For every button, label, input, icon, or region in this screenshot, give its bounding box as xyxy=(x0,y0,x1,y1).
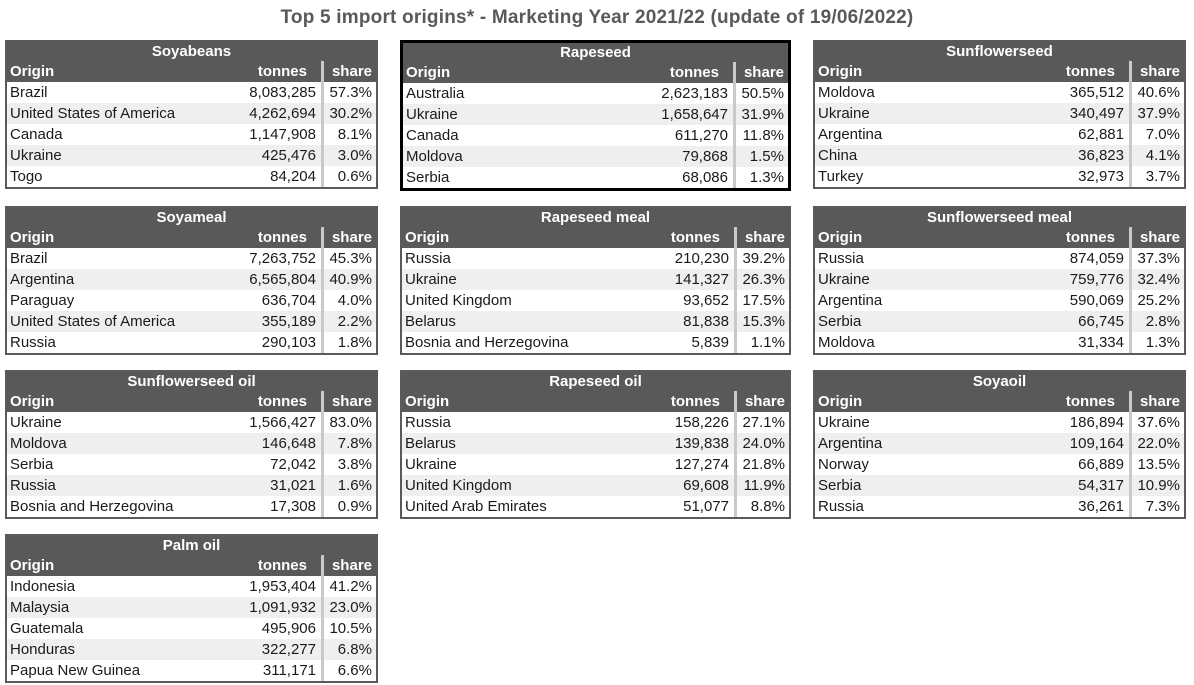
origin-cell: Russia xyxy=(10,334,56,351)
share-cell: 39.2% xyxy=(742,250,785,267)
table-row xyxy=(7,433,376,454)
column-header-share: share xyxy=(1139,229,1180,246)
table-row xyxy=(403,104,788,125)
tonnes-cell: 51,077 xyxy=(683,498,729,515)
origin-cell: Russia xyxy=(405,250,451,267)
table-row xyxy=(815,496,1184,517)
table-row xyxy=(402,332,789,353)
origin-cell: Papua New Guinea xyxy=(10,662,141,679)
table-row xyxy=(402,454,789,475)
share-cell: 1.8% xyxy=(337,334,372,351)
table-title: Rapeseed meal xyxy=(402,208,789,227)
origin-cell: Togo xyxy=(10,168,43,185)
table-row xyxy=(402,475,789,496)
table-title: Palm oil xyxy=(7,536,376,555)
origin-cell: Canada xyxy=(406,127,459,144)
column-header-origin: Origin xyxy=(10,557,55,574)
share-cell: 0.6% xyxy=(337,168,372,185)
origin-cell: Russia xyxy=(818,250,864,267)
table-row xyxy=(815,248,1184,269)
table-title: Rapeseed oil xyxy=(402,372,789,391)
table-row xyxy=(403,125,788,146)
share-cell: 40.9% xyxy=(329,271,372,288)
share-cell: 57.3% xyxy=(329,84,372,101)
table-row xyxy=(7,145,376,166)
table-row xyxy=(7,82,376,103)
tonnes-cell: 210,230 xyxy=(674,250,729,267)
origin-cell: Belarus xyxy=(405,313,456,330)
share-cell: 1.5% xyxy=(749,148,784,165)
table-title: Soyabeans xyxy=(7,42,376,61)
table-sunflowerseed xyxy=(813,40,1186,189)
tonnes-cell: 1,091,932 xyxy=(249,599,316,616)
column-header-share: share xyxy=(331,229,372,246)
tonnes-cell: 1,566,427 xyxy=(249,414,316,431)
table-row xyxy=(815,269,1184,290)
share-cell: 1.3% xyxy=(749,169,784,186)
share-cell: 1.1% xyxy=(750,334,785,351)
table-row xyxy=(815,290,1184,311)
column-header-tonnes: tonnes xyxy=(1065,393,1115,410)
table-header-row xyxy=(402,227,789,248)
table-header-row xyxy=(402,391,789,412)
table-header-row xyxy=(815,227,1184,248)
tonnes-cell: 4,262,694 xyxy=(249,105,316,122)
share-cell: 37.3% xyxy=(1137,250,1180,267)
tonnes-cell: 1,658,647 xyxy=(661,106,728,123)
table-row xyxy=(815,124,1184,145)
origin-cell: Serbia xyxy=(818,313,862,330)
column-header-tonnes: tonnes xyxy=(257,557,307,574)
origin-cell: Canada xyxy=(10,126,63,143)
tonnes-cell: 69,608 xyxy=(683,477,729,494)
origin-cell: Ukraine xyxy=(406,106,458,123)
share-cell: 4.0% xyxy=(337,292,372,309)
origin-cell: Honduras xyxy=(10,641,76,658)
table-row xyxy=(7,248,376,269)
tonnes-cell: 311,171 xyxy=(262,662,316,679)
share-cell: 25.2% xyxy=(1137,292,1180,309)
share-cell: 22.0% xyxy=(1137,435,1180,452)
tonnes-cell: 31,334 xyxy=(1078,334,1124,351)
origin-cell: Moldova xyxy=(406,148,463,165)
origin-cell: Ukraine xyxy=(405,456,457,473)
table-row xyxy=(7,269,376,290)
tonnes-cell: 141,327 xyxy=(674,271,729,288)
origin-cell: Turkey xyxy=(818,168,864,185)
origin-cell: Indonesia xyxy=(10,578,76,595)
share-cell: 8.1% xyxy=(337,126,372,143)
tonnes-cell: 66,745 xyxy=(1078,313,1124,330)
column-header-tonnes: tonnes xyxy=(257,393,307,410)
share-cell: 37.9% xyxy=(1137,105,1180,122)
tonnes-cell: 7,263,752 xyxy=(249,250,316,267)
table-row xyxy=(815,145,1184,166)
origin-cell: United Kingdom xyxy=(405,292,512,309)
column-header-origin: Origin xyxy=(818,63,863,80)
tonnes-cell: 84,204 xyxy=(270,168,316,185)
column-header-share: share xyxy=(744,393,785,410)
tonnes-cell: 8,083,285 xyxy=(249,84,316,101)
origin-cell: Brazil xyxy=(10,250,48,267)
column-header-tonnes: tonnes xyxy=(1065,229,1115,246)
origin-cell: China xyxy=(818,147,858,164)
table-row xyxy=(7,103,376,124)
share-cell: 11.9% xyxy=(743,477,785,494)
table-row xyxy=(7,496,376,517)
origin-cell: Brazil xyxy=(10,84,48,101)
table-title: Soyaoil xyxy=(815,372,1184,391)
origin-cell: Ukraine xyxy=(10,147,62,164)
column-header-share: share xyxy=(744,229,785,246)
tonnes-cell: 2,623,183 xyxy=(661,85,728,102)
share-cell: 7.3% xyxy=(1145,498,1180,515)
share-cell: 24.0% xyxy=(742,435,785,452)
share-cell: 17.5% xyxy=(742,292,785,309)
origin-cell: Guatemala xyxy=(10,620,84,637)
column-header-origin: Origin xyxy=(406,64,451,81)
tonnes-cell: 290,103 xyxy=(261,334,316,351)
origin-cell: Australia xyxy=(406,85,465,102)
table-row xyxy=(815,82,1184,103)
share-cell: 31.9% xyxy=(741,106,784,123)
table-row xyxy=(402,269,789,290)
origin-cell: Ukraine xyxy=(818,414,870,431)
table-row xyxy=(402,311,789,332)
column-header-share: share xyxy=(1139,393,1180,410)
share-cell: 7.8% xyxy=(337,435,372,452)
tonnes-cell: 158,226 xyxy=(674,414,729,431)
origin-cell: Russia xyxy=(10,477,56,494)
table-row xyxy=(7,311,376,332)
table-title: Sunflowerseed xyxy=(815,42,1184,61)
table-row xyxy=(7,124,376,145)
tonnes-cell: 127,274 xyxy=(674,456,729,473)
tonnes-cell: 31,021 xyxy=(270,477,316,494)
tables-grid xyxy=(5,40,1186,683)
tonnes-cell: 186,894 xyxy=(1069,414,1124,431)
tonnes-cell: 109,164 xyxy=(1069,435,1124,452)
share-cell: 45.3% xyxy=(329,250,372,267)
table-palm-oil xyxy=(5,534,378,683)
table-header-row xyxy=(7,391,376,412)
tonnes-cell: 68,086 xyxy=(682,169,728,186)
column-header-origin: Origin xyxy=(10,229,55,246)
origin-cell: Norway xyxy=(818,456,869,473)
table-row xyxy=(402,433,789,454)
table-row xyxy=(7,660,376,681)
origin-cell: Argentina xyxy=(818,292,883,309)
column-header-share: share xyxy=(331,393,372,410)
column-header-tonnes: tonnes xyxy=(257,63,307,80)
origin-cell: Moldova xyxy=(818,84,875,101)
share-cell: 23.0% xyxy=(329,599,372,616)
share-cell: 27.1% xyxy=(742,414,785,431)
share-cell: 15.3% xyxy=(742,313,785,330)
share-cell: 83.0% xyxy=(329,414,372,431)
table-header-row xyxy=(815,391,1184,412)
origin-cell: United Arab Emirates xyxy=(405,498,547,515)
tonnes-cell: 146,648 xyxy=(261,435,316,452)
origin-cell: Ukraine xyxy=(818,105,870,122)
table-row xyxy=(7,618,376,639)
tonnes-cell: 36,261 xyxy=(1078,498,1124,515)
tonnes-cell: 79,868 xyxy=(682,148,728,165)
tonnes-cell: 62,881 xyxy=(1078,126,1124,143)
tonnes-cell: 590,069 xyxy=(1069,292,1124,309)
table-row xyxy=(815,475,1184,496)
tonnes-cell: 54,317 xyxy=(1078,477,1124,494)
share-cell: 11.8% xyxy=(742,127,784,144)
tonnes-cell: 32,973 xyxy=(1078,168,1124,185)
column-header-share: share xyxy=(743,64,784,81)
table-row xyxy=(7,597,376,618)
column-header-tonnes: tonnes xyxy=(670,229,720,246)
tonnes-cell: 1,147,908 xyxy=(249,126,316,143)
column-header-origin: Origin xyxy=(10,393,55,410)
share-cell: 1.3% xyxy=(1145,334,1180,351)
table-title: Sunflowerseed oil xyxy=(7,372,376,391)
tonnes-cell: 139,838 xyxy=(674,435,729,452)
table-rapeseed-oil xyxy=(400,370,791,519)
column-header-share: share xyxy=(331,557,372,574)
table-row xyxy=(815,332,1184,353)
tonnes-cell: 66,889 xyxy=(1078,456,1124,473)
share-cell: 50.5% xyxy=(741,85,784,102)
table-row xyxy=(7,576,376,597)
column-header-share: share xyxy=(331,63,372,80)
table-row xyxy=(402,290,789,311)
origin-cell: Argentina xyxy=(818,126,883,143)
tonnes-cell: 93,652 xyxy=(683,292,729,309)
origin-cell: United Kingdom xyxy=(405,477,512,494)
share-cell: 3.0% xyxy=(337,147,372,164)
share-cell: 0.9% xyxy=(337,498,372,515)
origin-cell: Belarus xyxy=(405,435,456,452)
column-header-origin: Origin xyxy=(405,393,450,410)
table-row xyxy=(815,103,1184,124)
tonnes-cell: 6,565,804 xyxy=(249,271,316,288)
table-soyameal xyxy=(5,206,378,355)
column-header-tonnes: tonnes xyxy=(257,229,307,246)
table-row xyxy=(403,146,788,167)
origin-cell: Moldova xyxy=(10,435,67,452)
table-row xyxy=(7,166,376,187)
origin-cell: Argentina xyxy=(818,435,883,452)
share-cell: 10.5% xyxy=(329,620,372,637)
share-cell: 3.8% xyxy=(337,456,372,473)
share-cell: 37.6% xyxy=(1137,414,1180,431)
table-sunflowerseed-oil xyxy=(5,370,378,519)
origin-cell: United States of America xyxy=(10,105,176,122)
share-cell: 6.6% xyxy=(337,662,372,679)
origin-cell: Ukraine xyxy=(10,414,62,431)
origin-cell: Bosnia and Herzegovina xyxy=(405,334,569,351)
table-header-row xyxy=(815,61,1184,82)
origin-cell: United States of America xyxy=(10,313,176,330)
table-row xyxy=(402,412,789,433)
share-cell: 2.8% xyxy=(1145,313,1180,330)
origin-cell: Argentina xyxy=(10,271,75,288)
table-title: Soyameal xyxy=(7,208,376,227)
table-title: Sunflowerseed meal xyxy=(815,208,1184,227)
share-cell: 7.0% xyxy=(1145,126,1180,143)
share-cell: 2.2% xyxy=(337,313,372,330)
tonnes-cell: 874,059 xyxy=(1069,250,1124,267)
table-row xyxy=(7,290,376,311)
table-header-row xyxy=(7,227,376,248)
table-row xyxy=(402,248,789,269)
table-rapeseed xyxy=(400,40,791,191)
share-cell: 32.4% xyxy=(1137,271,1180,288)
table-header-row xyxy=(7,555,376,576)
share-cell: 10.9% xyxy=(1137,477,1180,494)
share-cell: 6.8% xyxy=(337,641,372,658)
table-row xyxy=(7,454,376,475)
table-row xyxy=(7,412,376,433)
share-cell: 21.8% xyxy=(742,456,785,473)
table-row xyxy=(402,496,789,517)
origin-cell: Russia xyxy=(818,498,864,515)
share-cell: 3.7% xyxy=(1145,168,1180,185)
table-soyaoil xyxy=(813,370,1186,519)
table-header-row xyxy=(403,62,788,83)
table-row xyxy=(403,83,788,104)
origin-cell: Malaysia xyxy=(10,599,70,616)
tonnes-cell: 425,476 xyxy=(261,147,316,164)
table-header-row xyxy=(7,61,376,82)
share-cell: 30.2% xyxy=(329,105,372,122)
table-row xyxy=(815,433,1184,454)
table-row xyxy=(7,475,376,496)
origin-cell: Ukraine xyxy=(818,271,870,288)
origin-cell: Serbia xyxy=(818,477,862,494)
tonnes-cell: 355,189 xyxy=(261,313,316,330)
table-sunflowerseed-meal xyxy=(813,206,1186,355)
column-header-tonnes: tonnes xyxy=(1065,63,1115,80)
column-header-origin: Origin xyxy=(818,229,863,246)
share-cell: 8.8% xyxy=(750,498,785,515)
origin-cell: Moldova xyxy=(818,334,875,351)
tonnes-cell: 759,776 xyxy=(1069,271,1124,288)
column-header-origin: Origin xyxy=(10,63,55,80)
tonnes-cell: 36,823 xyxy=(1078,147,1124,164)
table-row xyxy=(7,639,376,660)
column-header-tonnes: tonnes xyxy=(670,393,720,410)
table-row xyxy=(815,166,1184,187)
share-cell: 13.5% xyxy=(1137,456,1180,473)
column-header-share: share xyxy=(1139,63,1180,80)
share-cell: 41.2% xyxy=(329,578,372,595)
origin-cell: Russia xyxy=(405,414,451,431)
origin-cell: Ukraine xyxy=(405,271,457,288)
origin-cell: Serbia xyxy=(10,456,54,473)
tonnes-cell: 1,953,404 xyxy=(249,578,316,595)
tonnes-cell: 611,270 xyxy=(674,127,728,144)
share-cell: 1.6% xyxy=(337,477,372,494)
tonnes-cell: 322,277 xyxy=(261,641,316,658)
tonnes-cell: 340,497 xyxy=(1069,105,1124,122)
origin-cell: Bosnia and Herzegovina xyxy=(10,498,174,515)
table-row xyxy=(403,167,788,188)
share-cell: 26.3% xyxy=(742,271,785,288)
column-header-origin: Origin xyxy=(405,229,450,246)
tonnes-cell: 72,042 xyxy=(270,456,316,473)
table-row xyxy=(815,311,1184,332)
tonnes-cell: 365,512 xyxy=(1069,84,1124,101)
tonnes-cell: 81,838 xyxy=(683,313,729,330)
table-row xyxy=(7,332,376,353)
column-header-origin: Origin xyxy=(818,393,863,410)
table-soyabeans xyxy=(5,40,378,189)
tonnes-cell: 5,839 xyxy=(691,334,729,351)
table-row xyxy=(815,454,1184,475)
column-header-tonnes: tonnes xyxy=(669,64,719,81)
tonnes-cell: 17,308 xyxy=(270,498,316,515)
origin-cell: Serbia xyxy=(406,169,450,186)
origin-cell: Paraguay xyxy=(10,292,75,309)
tonnes-cell: 636,704 xyxy=(261,292,316,309)
page-title: Top 5 import origins* - Marketing Year 2021/22 (update of 19/06/2022) xyxy=(280,7,914,28)
share-cell: 4.1% xyxy=(1145,147,1180,164)
table-rapeseed-meal xyxy=(400,206,791,355)
table-row xyxy=(815,412,1184,433)
tonnes-cell: 495,906 xyxy=(261,620,316,637)
share-cell: 40.6% xyxy=(1137,84,1180,101)
table-title: Rapeseed xyxy=(403,43,788,62)
